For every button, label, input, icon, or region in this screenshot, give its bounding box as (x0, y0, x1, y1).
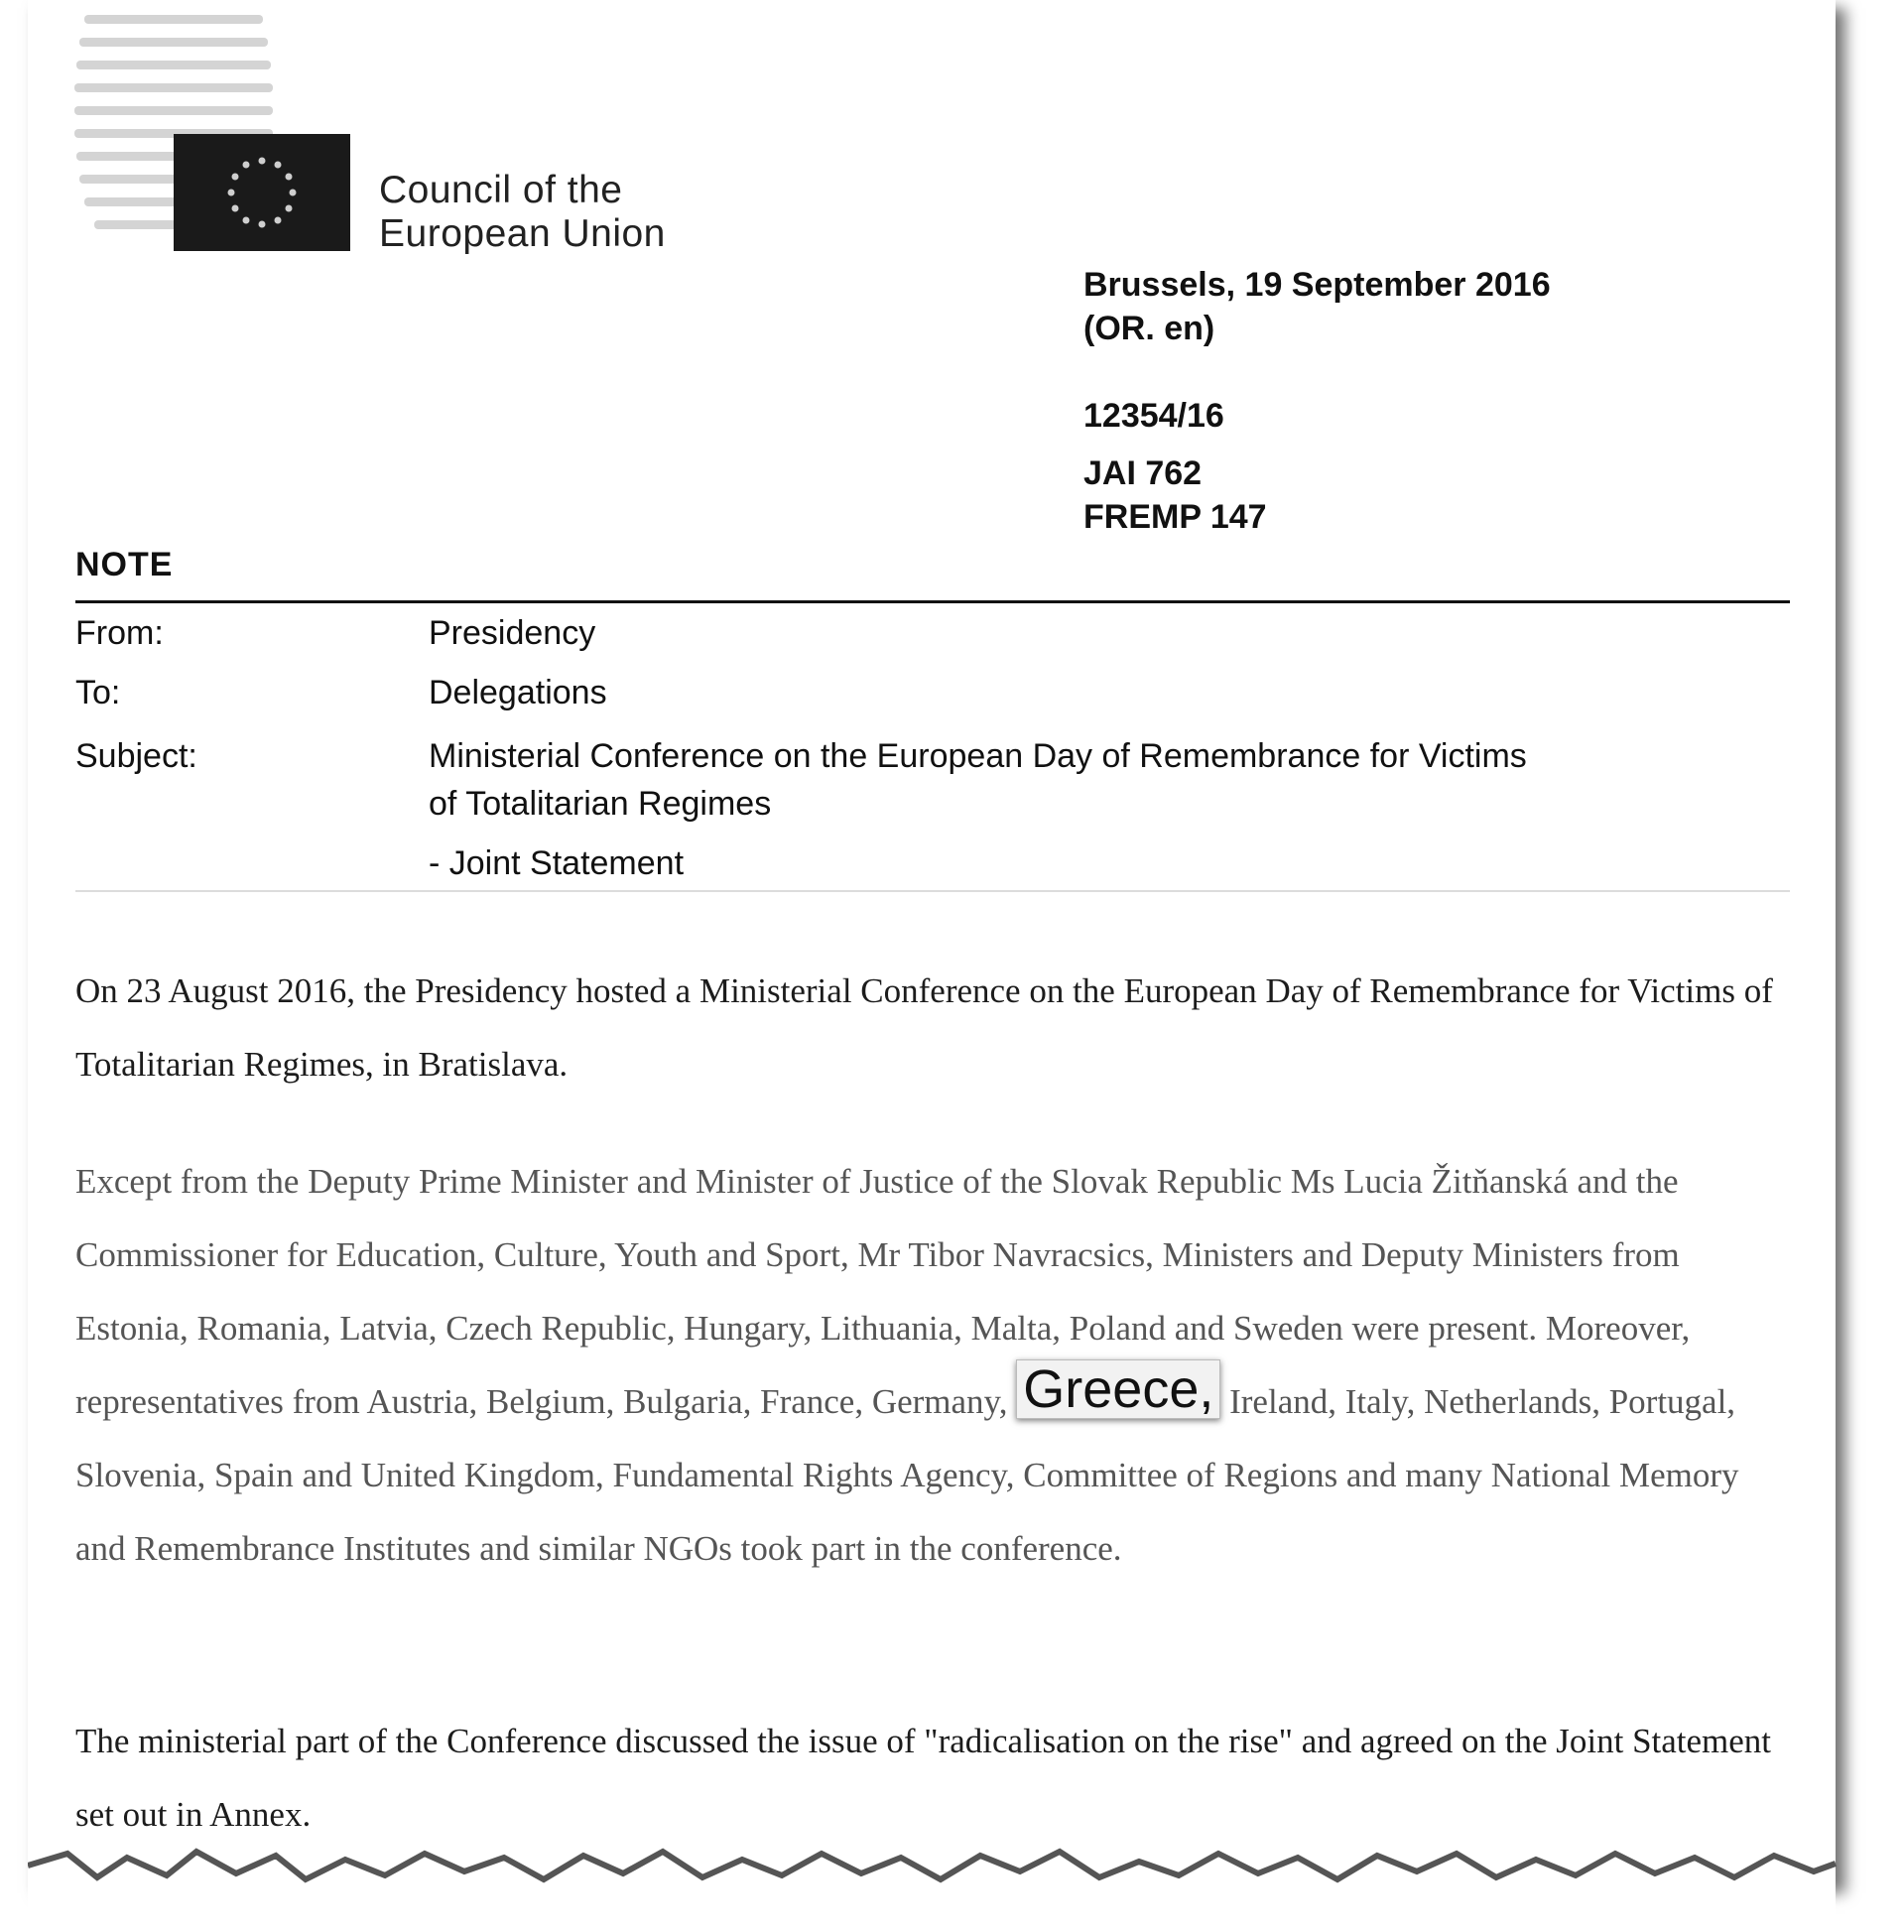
interinstitutional-code-2: FREMP 147 (1083, 498, 1267, 536)
from-label: From: (75, 614, 164, 652)
subject-value (429, 732, 1847, 887)
subject-line-1: Ministerial Conference on the European Day of Remembrance for Victims (429, 737, 1527, 775)
organisation-name (379, 169, 666, 256)
document-number: 12354/16 (1083, 397, 1224, 435)
to-value: Delegations (429, 674, 607, 711)
original-language: (OR. en) (1083, 310, 1215, 347)
subject-line-2: of Totalitarian Regimes (429, 785, 772, 823)
paragraph-1: On 23 August 2016, the Presidency hosted a Ministerial Conference on the European Day of Remembrance for Victims of Totalitarian Regimes, in Bratislava. (75, 971, 1773, 1084)
org-name-line1: Council of the (379, 169, 623, 211)
place-date: Brussels, 19 September 2016 (1083, 266, 1551, 304)
reference-block (1083, 263, 1551, 539)
paragraph-2-text-before: Except from the Deputy Prime Minister and Minister of Justice of the Slovak Republic Ms Lucia Žitňanská and the Commissioner for Education, Culture, Youth and Sport, Mr Tibor Navracsics, Ministers and Deputy Ministers from Estonia, Romania, Latvia, Czech Republic, Hungary, Lithuania, Malta, Poland and Sweden were present. Moreover, representatives from Austria, Belgium, Bulgaria, France, Germany, (75, 1162, 1691, 1421)
interinstitutional-code-1: JAI 762 (1083, 454, 1203, 492)
council-logo-icon (74, 10, 352, 253)
paragraph-3: The ministerial part of the Conference discussed the issue of "radicalisation on the rise" and agreed on the Joint Statement set out in Annex. (75, 1722, 1772, 1834)
highlighted-word-greece: Greece, (1016, 1359, 1220, 1419)
subject-line-3: - Joint Statement (429, 844, 685, 882)
paragraph-2 (75, 1145, 1792, 1586)
header-divider (75, 600, 1790, 603)
subject-label: Subject: (75, 737, 197, 775)
to-label: To: (75, 674, 121, 711)
from-value: Presidency (429, 614, 596, 652)
subject-divider (75, 890, 1790, 892)
org-name-line2: European Union (379, 212, 666, 255)
document-page (28, 0, 1836, 1885)
note-label: NOTE (75, 546, 174, 583)
paragraph-2-text-after: Ireland, Italy, Netherlands, Portugal, Slovenia, Spain and United Kingdom, Fundamental Rights Agency, Committee of Regions and many National Memory and Remembrance Institutes and similar NGOs took part in the conference. (75, 1382, 1739, 1568)
